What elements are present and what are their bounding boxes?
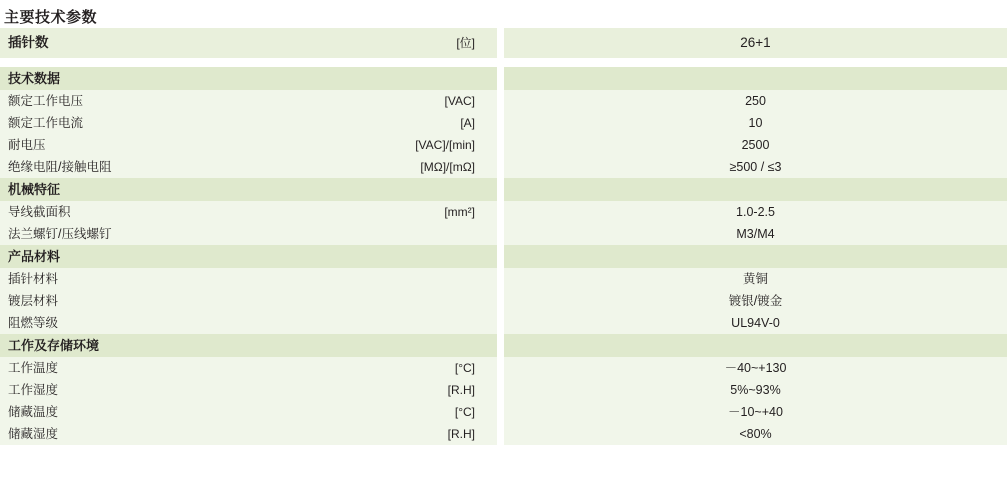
column-gap — [497, 112, 504, 134]
section-header-value — [504, 245, 1007, 268]
row-value: 250 — [504, 90, 1007, 112]
row-label: 工作温度 — [8, 361, 59, 375]
section-header-value — [504, 67, 1007, 90]
table-row — [0, 156, 1007, 178]
section-header-technical-data — [0, 67, 1007, 90]
table-row — [0, 134, 1007, 156]
row-unit: [VAC]/[min] — [415, 138, 475, 152]
row-label-cell — [0, 379, 497, 401]
table-row — [0, 401, 1007, 423]
table-row — [0, 290, 1007, 312]
column-gap — [497, 379, 504, 401]
row-value: 1.0-2.5 — [504, 201, 1007, 223]
row-unit: [°C] — [454, 361, 475, 375]
row-label-cell — [0, 423, 497, 445]
table-row — [0, 357, 1007, 379]
column-gap — [497, 201, 504, 223]
section-header-environment — [0, 334, 1007, 357]
row-value: M3/M4 — [504, 223, 1007, 245]
row-value: 镀银/镀金 — [504, 290, 1007, 312]
section-header-label: 技术数据 — [8, 71, 61, 86]
row-label: 导线截面积 — [8, 205, 71, 219]
page-title: 主要技术参数 — [4, 9, 98, 26]
row-value: 黄铜 — [504, 268, 1007, 290]
section-header-label: 机械特征 — [8, 182, 61, 197]
section-header-label-cell — [0, 245, 497, 268]
row-unit: [°C] — [454, 405, 475, 419]
row-value: 5%~93% — [504, 379, 1007, 401]
column-gap — [497, 245, 504, 268]
section-header-label-cell — [0, 178, 497, 201]
row-value: 2500 — [504, 134, 1007, 156]
spec-table-body — [0, 28, 1007, 445]
section-header-label-cell — [0, 334, 497, 357]
column-gap — [497, 90, 504, 112]
row-label-cell — [0, 312, 497, 334]
section-header-materials — [0, 245, 1007, 268]
row-label-cell — [0, 201, 497, 223]
row-label: 绝缘电阻/接触电阻 — [8, 160, 112, 174]
row-label: 镀层材料 — [8, 294, 59, 308]
row-unit: [位] — [456, 36, 475, 50]
column-gap — [497, 156, 504, 178]
section-header-label: 工作及存储环境 — [8, 338, 100, 353]
column-gap — [497, 423, 504, 445]
row-value: ≥500 / ≤3 — [504, 156, 1007, 178]
table-row — [0, 423, 1007, 445]
row-label: 储藏湿度 — [8, 427, 59, 441]
table-row — [0, 268, 1007, 290]
row-label-cell — [0, 290, 497, 312]
row-label: 工作湿度 — [8, 383, 59, 397]
table-row — [0, 90, 1007, 112]
column-gap — [497, 178, 504, 201]
row-value: 10 — [504, 112, 1007, 134]
table-row — [0, 379, 1007, 401]
row-label: 额定工作电压 — [8, 94, 84, 108]
table-row — [0, 312, 1007, 334]
row-label-cell — [0, 223, 497, 245]
row-label: 耐电压 — [8, 138, 46, 152]
row-label-cell — [0, 357, 497, 379]
section-header-label: 产品材料 — [8, 249, 61, 264]
column-gap — [497, 28, 504, 58]
row-value: －40~+130 — [504, 357, 1007, 379]
row-unit: [A] — [460, 116, 475, 130]
column-gap — [497, 290, 504, 312]
row-label-cell — [0, 90, 497, 112]
row-label-cell — [0, 134, 497, 156]
row-label-cell — [0, 268, 497, 290]
column-gap — [497, 357, 504, 379]
row-unit: [MΩ]/[mΩ] — [420, 160, 475, 174]
row-label: 法兰螺钉/压线螺钉 — [8, 227, 112, 241]
column-gap — [497, 223, 504, 245]
section-header-label-cell — [0, 67, 497, 90]
column-gap — [497, 134, 504, 156]
table-row-pin-count — [0, 28, 1007, 58]
row-value: 26+1 — [504, 28, 1007, 58]
row-value: UL94V-0 — [504, 312, 1007, 334]
row-label-cell — [0, 28, 497, 58]
row-spacer — [0, 58, 1007, 67]
row-unit: [mm²] — [444, 205, 475, 219]
column-gap — [497, 268, 504, 290]
row-label: 插针数 — [8, 35, 49, 50]
row-label-cell — [0, 156, 497, 178]
spec-table — [0, 28, 1007, 445]
table-row — [0, 201, 1007, 223]
column-gap — [497, 67, 504, 90]
row-value: <80% — [504, 423, 1007, 445]
column-gap — [497, 334, 504, 357]
row-label: 阻燃等级 — [8, 316, 59, 330]
row-value: －10~+40 — [504, 401, 1007, 423]
row-label: 额定工作电流 — [8, 116, 84, 130]
table-row — [0, 112, 1007, 134]
row-unit: [R.H] — [447, 383, 475, 397]
column-gap — [497, 401, 504, 423]
table-row — [0, 223, 1007, 245]
row-label-cell — [0, 112, 497, 134]
column-gap — [497, 312, 504, 334]
row-unit: [VAC] — [444, 94, 475, 108]
row-unit: [R.H] — [447, 427, 475, 441]
section-header-value — [504, 334, 1007, 357]
row-label-cell — [0, 401, 497, 423]
section-header-mechanical — [0, 178, 1007, 201]
section-header-value — [504, 178, 1007, 201]
row-label: 储藏温度 — [8, 405, 59, 419]
row-label: 插针材料 — [8, 272, 59, 286]
